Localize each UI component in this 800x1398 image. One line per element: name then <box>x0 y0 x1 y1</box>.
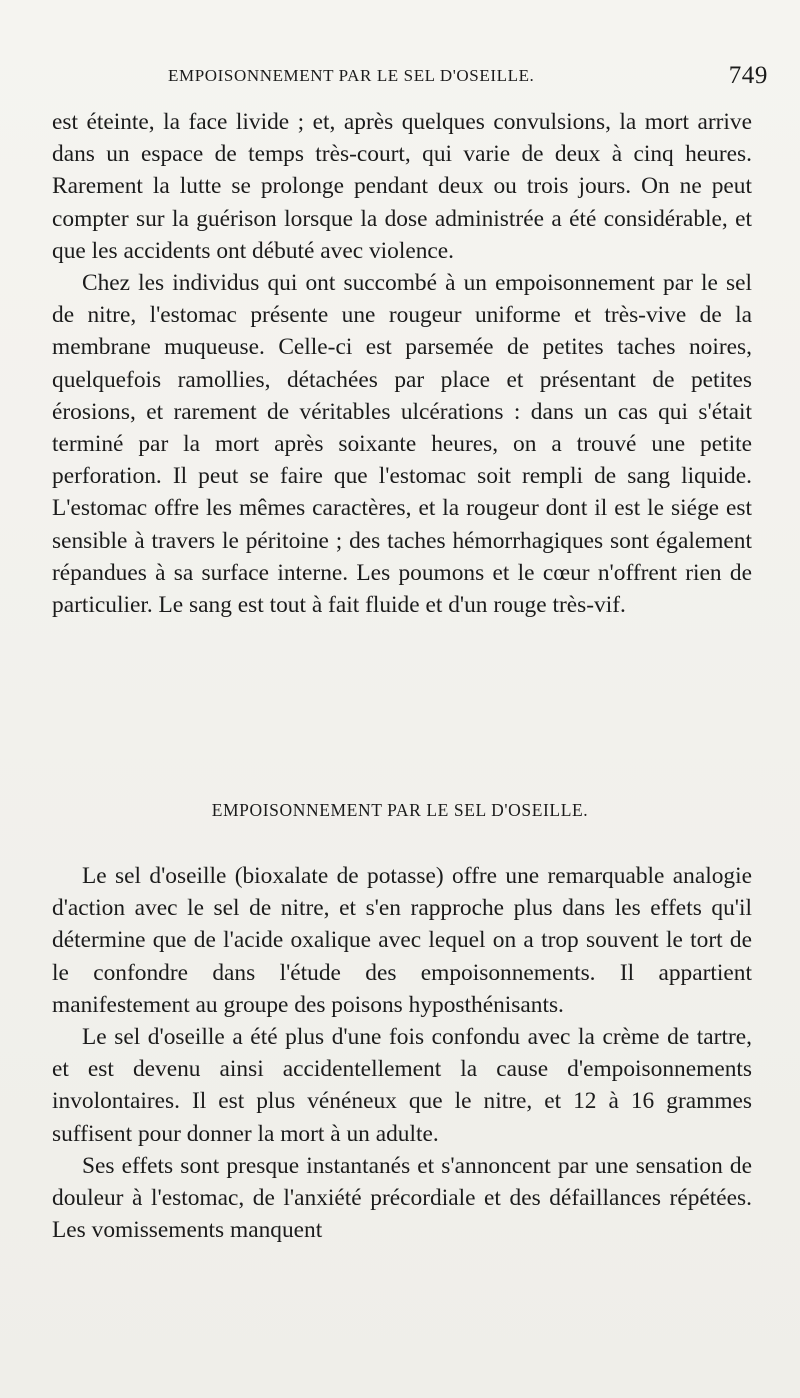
paragraph-sel-oseille-effects: Ses effets sont presque instantanés et s'annoncent par une sensation de douleur à l'estomac, de l'anxiété précordiale et des défaillances répétées. Les vomissements manquent <box>52 1152 752 1244</box>
paragraph-sel-oseille-confusion: Le sel d'oseille a été plus d'une fois confondu avec la crème de tartre, et est devenu ainsi accidentellement la cause d'empoisonnements involontaires. Il est plus vénéneux que le nitre, et 12 à 16 grammes suffisent pour donner la mort à un adulte. <box>52 1024 752 1147</box>
body-text-top <box>52 106 752 621</box>
section-heading: EMPOISONNEMENT PAR LE SEL D'OSEILLE. <box>211 800 589 820</box>
running-head <box>168 62 768 90</box>
page-number: 749 <box>728 62 768 89</box>
paragraph-continued: est éteinte, la face livide ; et, après quelques convulsions, la mort arrive dans un espace de temps très-court, qui varie de deux à cinq heures. Rarement la lutte se prolonge pendant deux ou trois jours. On ne peut compter sur la guérison lorsque la dose administrée a été considérable, et que les accidents ont débuté avec violence. <box>52 109 752 264</box>
paragraph-sel-oseille-intro: Le sel d'oseille (bioxalate de potasse) offre une remarquable analogie d'action avec le sel de nitre, et s'en rapproche plus dans les effets qu'il détermine que de l'acide oxalique avec lequel on a trop souvent le tort de le confondre dans l'étude des empoisonnements. Il appartient manifestement au groupe des poisons hyposthénisants. <box>52 863 752 1018</box>
paragraph-autopsy: Chez les individus qui ont succombé à un empoisonnement par le sel de nitre, l'estomac présente une rougeur uniforme et très-vive de la membrane muqueuse. Celle-ci est parsemée de petites taches noires, quelquefois ramollies, détachées par place et présentant de petites érosions, et rarement de véritables ulcérations : dans un cas qui s'était terminé par la mort après soixante heures, on a trouvé une petite perforation. Il peut se faire que l'estomac soit rempli de sang liquide. L'estomac offre les mêmes caractères, et la rougeur dont il est le siége est sensible à travers le péritoine ; des taches hémorrhagiques sont également répandues à sa surface interne. Les poumons et le cœur n'offrent rien de particulier. Le sang est tout à fait fluide et d'un rouge très-vif. <box>52 270 752 619</box>
running-head-title: EMPOISONNEMENT PAR LE SEL D'OSEILLE. <box>168 66 535 85</box>
body-text-bottom <box>52 860 752 1246</box>
